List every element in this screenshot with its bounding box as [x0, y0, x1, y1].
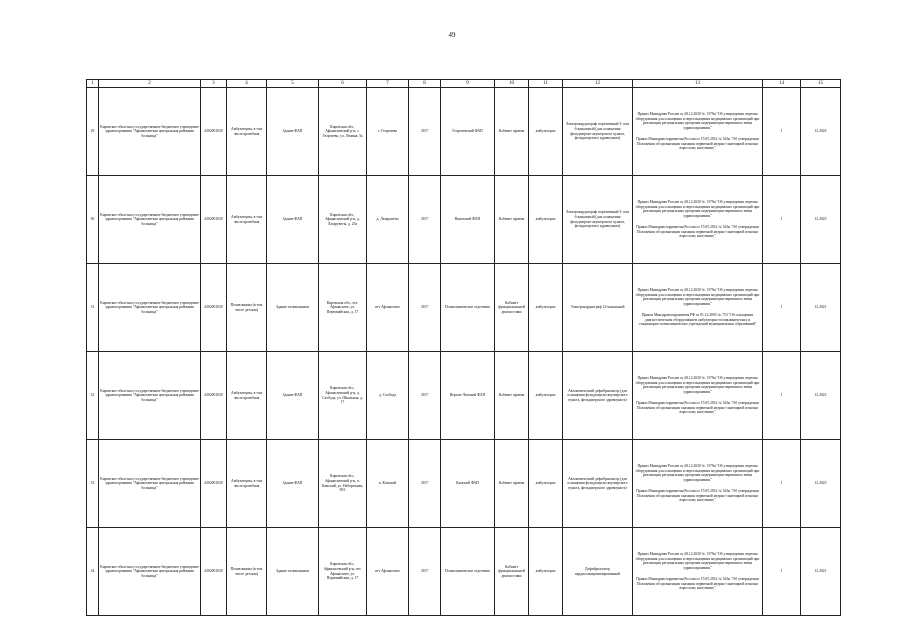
table-row — [87, 88, 841, 176]
row-number-cell: 31 — [87, 264, 99, 352]
okved-cell: 3107 — [409, 528, 441, 616]
legal-basis-cell — [633, 176, 763, 264]
building-cell: Здание ФАП — [267, 88, 319, 176]
okved-cell: 3107 — [409, 88, 441, 176]
deadline-cell: 12.2023 — [801, 440, 841, 528]
table-row — [87, 352, 841, 440]
facility-type-cell: Амбулатория, в том числе врачебная — [227, 88, 267, 176]
facility-type-cell: Поликлиника (в том числе детская) — [227, 264, 267, 352]
column-number-row — [87, 80, 841, 88]
legal-basis-order-1: Приказ Минздрава России от 28.12.2020 № 1379н "Об утверждении перечня оборудования для оснащения и переоснащения медицинских организаций при реализации региональных программ модернизации первичного звена здравоохранения" — [635, 551, 760, 570]
unit-cell: Поликлиническое отделение — [441, 264, 495, 352]
organization-cell: Кировское областное государственное бюджетное учреждение здравоохранения "Афанасьевская центральная районная больница" — [99, 352, 201, 440]
address-cell: Кировская обл., Афанасьевский р-н, п. Камский, ул. Набережная, 30/1 — [319, 440, 367, 528]
care-form-cell: амбулаторно — [529, 264, 563, 352]
equipment-cell: Электрокардиограф портативный 3- или 6-канальный (для оснащения фельдшерско-акушерского пункта, фельдшерского здравпункта) — [563, 88, 633, 176]
organization-cell: Кировское областное государственное бюджетное учреждение здравоохранения "Афанасьевская центральная районная больница" — [99, 176, 201, 264]
deadline-cell: 12.2025 — [801, 176, 841, 264]
code-cell: 4302001030 — [201, 264, 227, 352]
legal-basis-cell — [633, 88, 763, 176]
column-number-cell: 11 — [529, 80, 563, 88]
organization-cell: Кировское областное государственное бюджетное учреждение здравоохранения "Афанасьевская центральная районная больница" — [99, 528, 201, 616]
room-cell: Кабинет функциональной диагностики — [495, 264, 529, 352]
column-number-cell: 9 — [441, 80, 495, 88]
quantity-cell: 1 — [763, 88, 801, 176]
code-cell: 4302001030 — [201, 528, 227, 616]
column-number-cell: 15 — [801, 80, 841, 88]
page-number: 49 — [448, 31, 456, 39]
column-number-cell: 7 — [367, 80, 409, 88]
unit-cell: Вязовский ФАП — [441, 176, 495, 264]
unit-cell: Камский ФАП — [441, 440, 495, 528]
care-form-cell: амбулаторно — [529, 176, 563, 264]
legal-basis-order-1: Приказ Минздрава России от 28.12.2020 № 1379н "Об утверждении перечня оборудования для оснащения и переоснащения медицинских организаций при реализации региональных программ модернизации первичного звена здравоохранения" — [635, 199, 760, 218]
okved-cell: 3107 — [409, 440, 441, 528]
row-number-cell: 33 — [87, 440, 99, 528]
room-cell: Кабинет приема — [495, 352, 529, 440]
quantity-cell: 1 — [763, 352, 801, 440]
legal-basis-cell — [633, 528, 763, 616]
deadline-cell: 12.2022 — [801, 352, 841, 440]
legal-basis-order-1: Приказ Минздрава России от 28.12.2020 № 1379н "Об утверждении перечня оборудования для оснащения и переоснащения медицинских организаций при реализации региональных программ модернизации первичного звена здравоохранения" — [635, 111, 760, 130]
building-cell: Здание поликлиники — [267, 528, 319, 616]
facility-type-cell: Амбулатория, в том числе врачебная — [227, 176, 267, 264]
building-cell: Здание ФАП — [267, 352, 319, 440]
care-form-cell: амбулаторно — [529, 88, 563, 176]
equipment-table — [86, 79, 841, 616]
building-cell: Здание поликлиники — [267, 264, 319, 352]
care-form-cell: амбулаторно — [529, 352, 563, 440]
legal-basis-order-1: Приказ Минздрава России от 28.12.2020 № 1379н "Об утверждении перечня оборудования для оснащения и переоснащения медицинских организаций при реализации региональных программ модернизации первичного звена здравоохранения" — [635, 463, 760, 482]
column-number-cell: 14 — [763, 80, 801, 88]
equipment-cell: Автоматический дефибриллятор (для оснащения фельдшерско-акушерского пункта, фельдшерского здравпункта) — [563, 352, 633, 440]
legal-basis-cell — [633, 440, 763, 528]
code-cell: 4302001030 — [201, 440, 227, 528]
column-number-cell: 6 — [319, 80, 367, 88]
locality-cell: с. Георгиево — [367, 88, 409, 176]
row-number-cell: 32 — [87, 352, 99, 440]
address-cell: Кировская обл., пгт. Афанасьево, ул. Первомайская, д. 17 — [319, 264, 367, 352]
legal-basis-order-1: Приказ Минздрава России от 28.12.2020 № 1379н "Об утверждении перечня оборудования для оснащения и переоснащения медицинских организаций при реализации региональных программ модернизации первичного звена здравоохранения" — [635, 375, 760, 394]
deadline-cell: 12.2021 — [801, 264, 841, 352]
unit-cell: Георгиевский ФАП — [441, 88, 495, 176]
facility-type-cell: Поликлиника (в том числе детская) — [227, 528, 267, 616]
address-cell: Кировская обл., Афанасьевский р-н, с. Георгиево, ул. Ленина, 3а — [319, 88, 367, 176]
column-number-cell: 3 — [201, 80, 227, 88]
legal-basis-order-2: Приказ Минздравсоцразвития России от 15.05.2012 № 543н "Об утверждении Положения об организации оказания первичной медико-санитарной помощи взрослому населению" — [636, 489, 759, 503]
locality-cell: пгт Афанасьево — [367, 528, 409, 616]
table-row — [87, 528, 841, 616]
deadline-cell: 12.2024 — [801, 88, 841, 176]
room-cell: Кабинет функциональной диагностики — [495, 528, 529, 616]
organization-cell: Кировское областное государственное бюджетное учреждение здравоохранения "Афанасьевская центральная районная больница" — [99, 264, 201, 352]
legal-basis-order-1: Приказ Минздрава России от 28.12.2020 № 1379н "Об утверждении перечня оборудования для оснащения и переоснащения медицинских организаций при реализации региональных программ модернизации первичного звена здравоохранения" — [635, 287, 760, 306]
address-cell: Кировская обл., Афанасьевский р-н, д. Слобода, ул. Школьная, д. 17 — [319, 352, 367, 440]
column-number-cell: 10 — [495, 80, 529, 88]
row-number-cell: 34 — [87, 528, 99, 616]
room-cell: Кабинет приема — [495, 176, 529, 264]
legal-basis-order-2: Приказ Минздравсоцразвития России от 15.05.2012 № 543н "Об утверждении Положения об организации оказания первичной медико-санитарной помощи взрослому населению" — [636, 577, 759, 591]
equipment-cell: Дефибриллятор кардиосинхронизированный — [563, 528, 633, 616]
legal-basis-order-2: Приказ Минздравсоцразвития России от 15.05.2012 № 543н "Об утверждении Положения об организации оказания первичной медико-санитарной помощи взрослому населению" — [636, 401, 759, 415]
column-number-cell: 1 — [87, 80, 99, 88]
table-row — [87, 440, 841, 528]
table-row — [87, 264, 841, 352]
okved-cell: 3107 — [409, 352, 441, 440]
equipment-cell: Электрокардиограф 12-канальный — [563, 264, 633, 352]
organization-cell: Кировское областное государственное бюджетное учреждение здравоохранения "Афанасьевская центральная районная больница" — [99, 88, 201, 176]
table-body — [87, 80, 841, 616]
building-cell: Здание ФАП — [267, 176, 319, 264]
legal-basis-order-2: Приказ Минздравсоцразвития России от 15.05.2012 № 543н "Об утверждении Положения об организации оказания первичной медико-санитарной помощи взрослому населению" — [636, 137, 759, 151]
legal-basis-cell — [633, 264, 763, 352]
row-number-cell: 30 — [87, 176, 99, 264]
unit-cell: Верхне-Лемский ФАП — [441, 352, 495, 440]
address-cell: Кировская обл., Афанасьевский р-н, пгт. Афанасьево, ул. Первомайская, д. 17 — [319, 528, 367, 616]
facility-type-cell: Амбулатория, в том числе врачебная — [227, 352, 267, 440]
deadline-cell: 12.2021 — [801, 528, 841, 616]
quantity-cell: 1 — [763, 264, 801, 352]
code-cell: 4302001030 — [201, 176, 227, 264]
unit-cell: Поликлиническое отделение — [441, 528, 495, 616]
locality-cell: д. Слобода — [367, 352, 409, 440]
facility-type-cell: Амбулатория, в том числе врачебная — [227, 440, 267, 528]
legal-basis-cell — [633, 352, 763, 440]
legal-basis-order-2: Приказ Минздравсоцразвития России от 15.05.2012 № 543н "Об утверждении Положения об организации оказания первичной медико-санитарной помощи взрослому населению" — [636, 225, 759, 239]
equipment-cell: Электрокардиограф портативный 3- или 6-канальный (для оснащения фельдшерско-акушерского пункта, фельдшерского здравпункта) — [563, 176, 633, 264]
care-form-cell: амбулаторно — [529, 528, 563, 616]
code-cell: 4302001030 — [201, 88, 227, 176]
column-number-cell: 5 — [267, 80, 319, 88]
locality-cell: д. Лазаруветы — [367, 176, 409, 264]
column-number-cell: 4 — [227, 80, 267, 88]
quantity-cell: 1 — [763, 528, 801, 616]
column-number-cell: 12 — [563, 80, 633, 88]
equipment-cell: Автоматический дефибриллятор (для оснащения фельдшерско-акушерского пункта, фельдшерского здравпункта) — [563, 440, 633, 528]
column-number-cell: 13 — [633, 80, 763, 88]
building-cell: Здание ФАП — [267, 440, 319, 528]
table-row — [87, 176, 841, 264]
legal-basis-order-2: Приказ Минздравсоцразвития РФ от 01.12.2005 № 753 "Об оснащении диагностическим оборудованием амбулаторно-поликлинических и стационарно-поликлинических учреждений муниципальных образований" — [638, 313, 757, 327]
code-cell: 4302001030 — [201, 352, 227, 440]
quantity-cell: 1 — [763, 440, 801, 528]
quantity-cell: 1 — [763, 176, 801, 264]
column-number-cell: 8 — [409, 80, 441, 88]
column-number-cell: 2 — [99, 80, 201, 88]
locality-cell: п. Камский — [367, 440, 409, 528]
organization-cell: Кировское областное государственное бюджетное учреждение здравоохранения "Афанасьевская центральная районная больница" — [99, 440, 201, 528]
okved-cell: 3107 — [409, 264, 441, 352]
room-cell: Кабинет приема — [495, 88, 529, 176]
room-cell: Кабинет приема — [495, 440, 529, 528]
locality-cell: пгт Афанасьево — [367, 264, 409, 352]
care-form-cell: амбулаторно — [529, 440, 563, 528]
address-cell: Кировская обл., Афанасьевский р-н, д. Лазаруветы, д. 25а — [319, 176, 367, 264]
row-number-cell: 29 — [87, 88, 99, 176]
okved-cell: 3107 — [409, 176, 441, 264]
